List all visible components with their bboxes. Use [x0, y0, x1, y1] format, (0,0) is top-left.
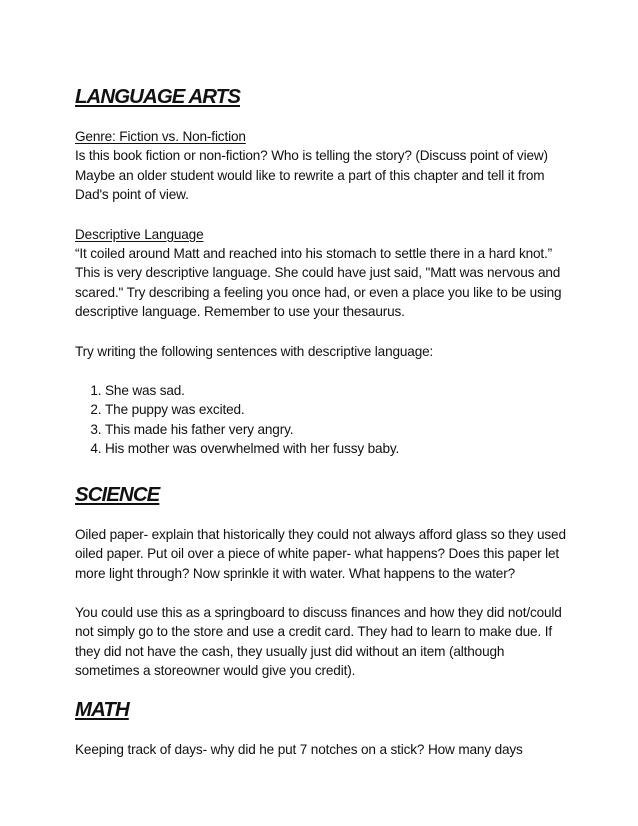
genre-subhead: Genre: Fiction vs. Non-fiction — [75, 129, 246, 144]
sentence-list — [75, 381, 568, 459]
science-paragraph-oiled-paper: Oiled paper- explain that historically they could not always afford glass so they used oiled paper. Put oil over a piece of white paper- what happens? Does this paper let more light through? Now sprinkle it with water. What happens to the water? — [75, 526, 566, 581]
sentences-prompt: Try writing the following sentences with descriptive language: — [75, 343, 434, 359]
list-item: 1. She was sad. — [105, 381, 568, 400]
list-item: 4. His mother was overwhelmed with her fussy baby. — [105, 439, 568, 458]
genre-question: Is this book fiction or non-fiction? Who is telling the story? (Discuss point of view) — [75, 148, 548, 164]
language-arts-heading: LANGUAGE ARTS — [75, 86, 241, 108]
math-heading: MATH — [75, 698, 129, 721]
descriptive-language-paragraph: “It coiled around Matt and reached into his stomach to settle there in a hard knot.” This is very descriptive language. She could have just said, "Matt was nervous and scared." Try describing a feeling you once had, or even a place you like to be using descriptive language. Remember to use your thesaurus. — [75, 246, 562, 320]
list-item: 2. The puppy was excited. — [105, 400, 568, 419]
science-paragraph-finances: You could use this as a springboard to discuss finances and how they did not/could not simply go to the store and use a credit card. They had to learn to make due. If they did not have the cash, they usually just did without an item (although sometimes a storeowner would give you credit). — [75, 604, 562, 679]
science-heading: SCIENCE — [75, 483, 160, 506]
descriptive-language-subhead: Descriptive Language — [75, 226, 204, 242]
math-paragraph-days: Keeping track of days- why did he put 7 notches on a stick? How many days — [75, 741, 523, 757]
genre-rewrite-suggestion: Maybe an older student would like to rewrite a part of this chapter and tell it from Dad's point of view. — [75, 167, 545, 203]
list-item: 3. This made his father very angry. — [105, 420, 568, 439]
